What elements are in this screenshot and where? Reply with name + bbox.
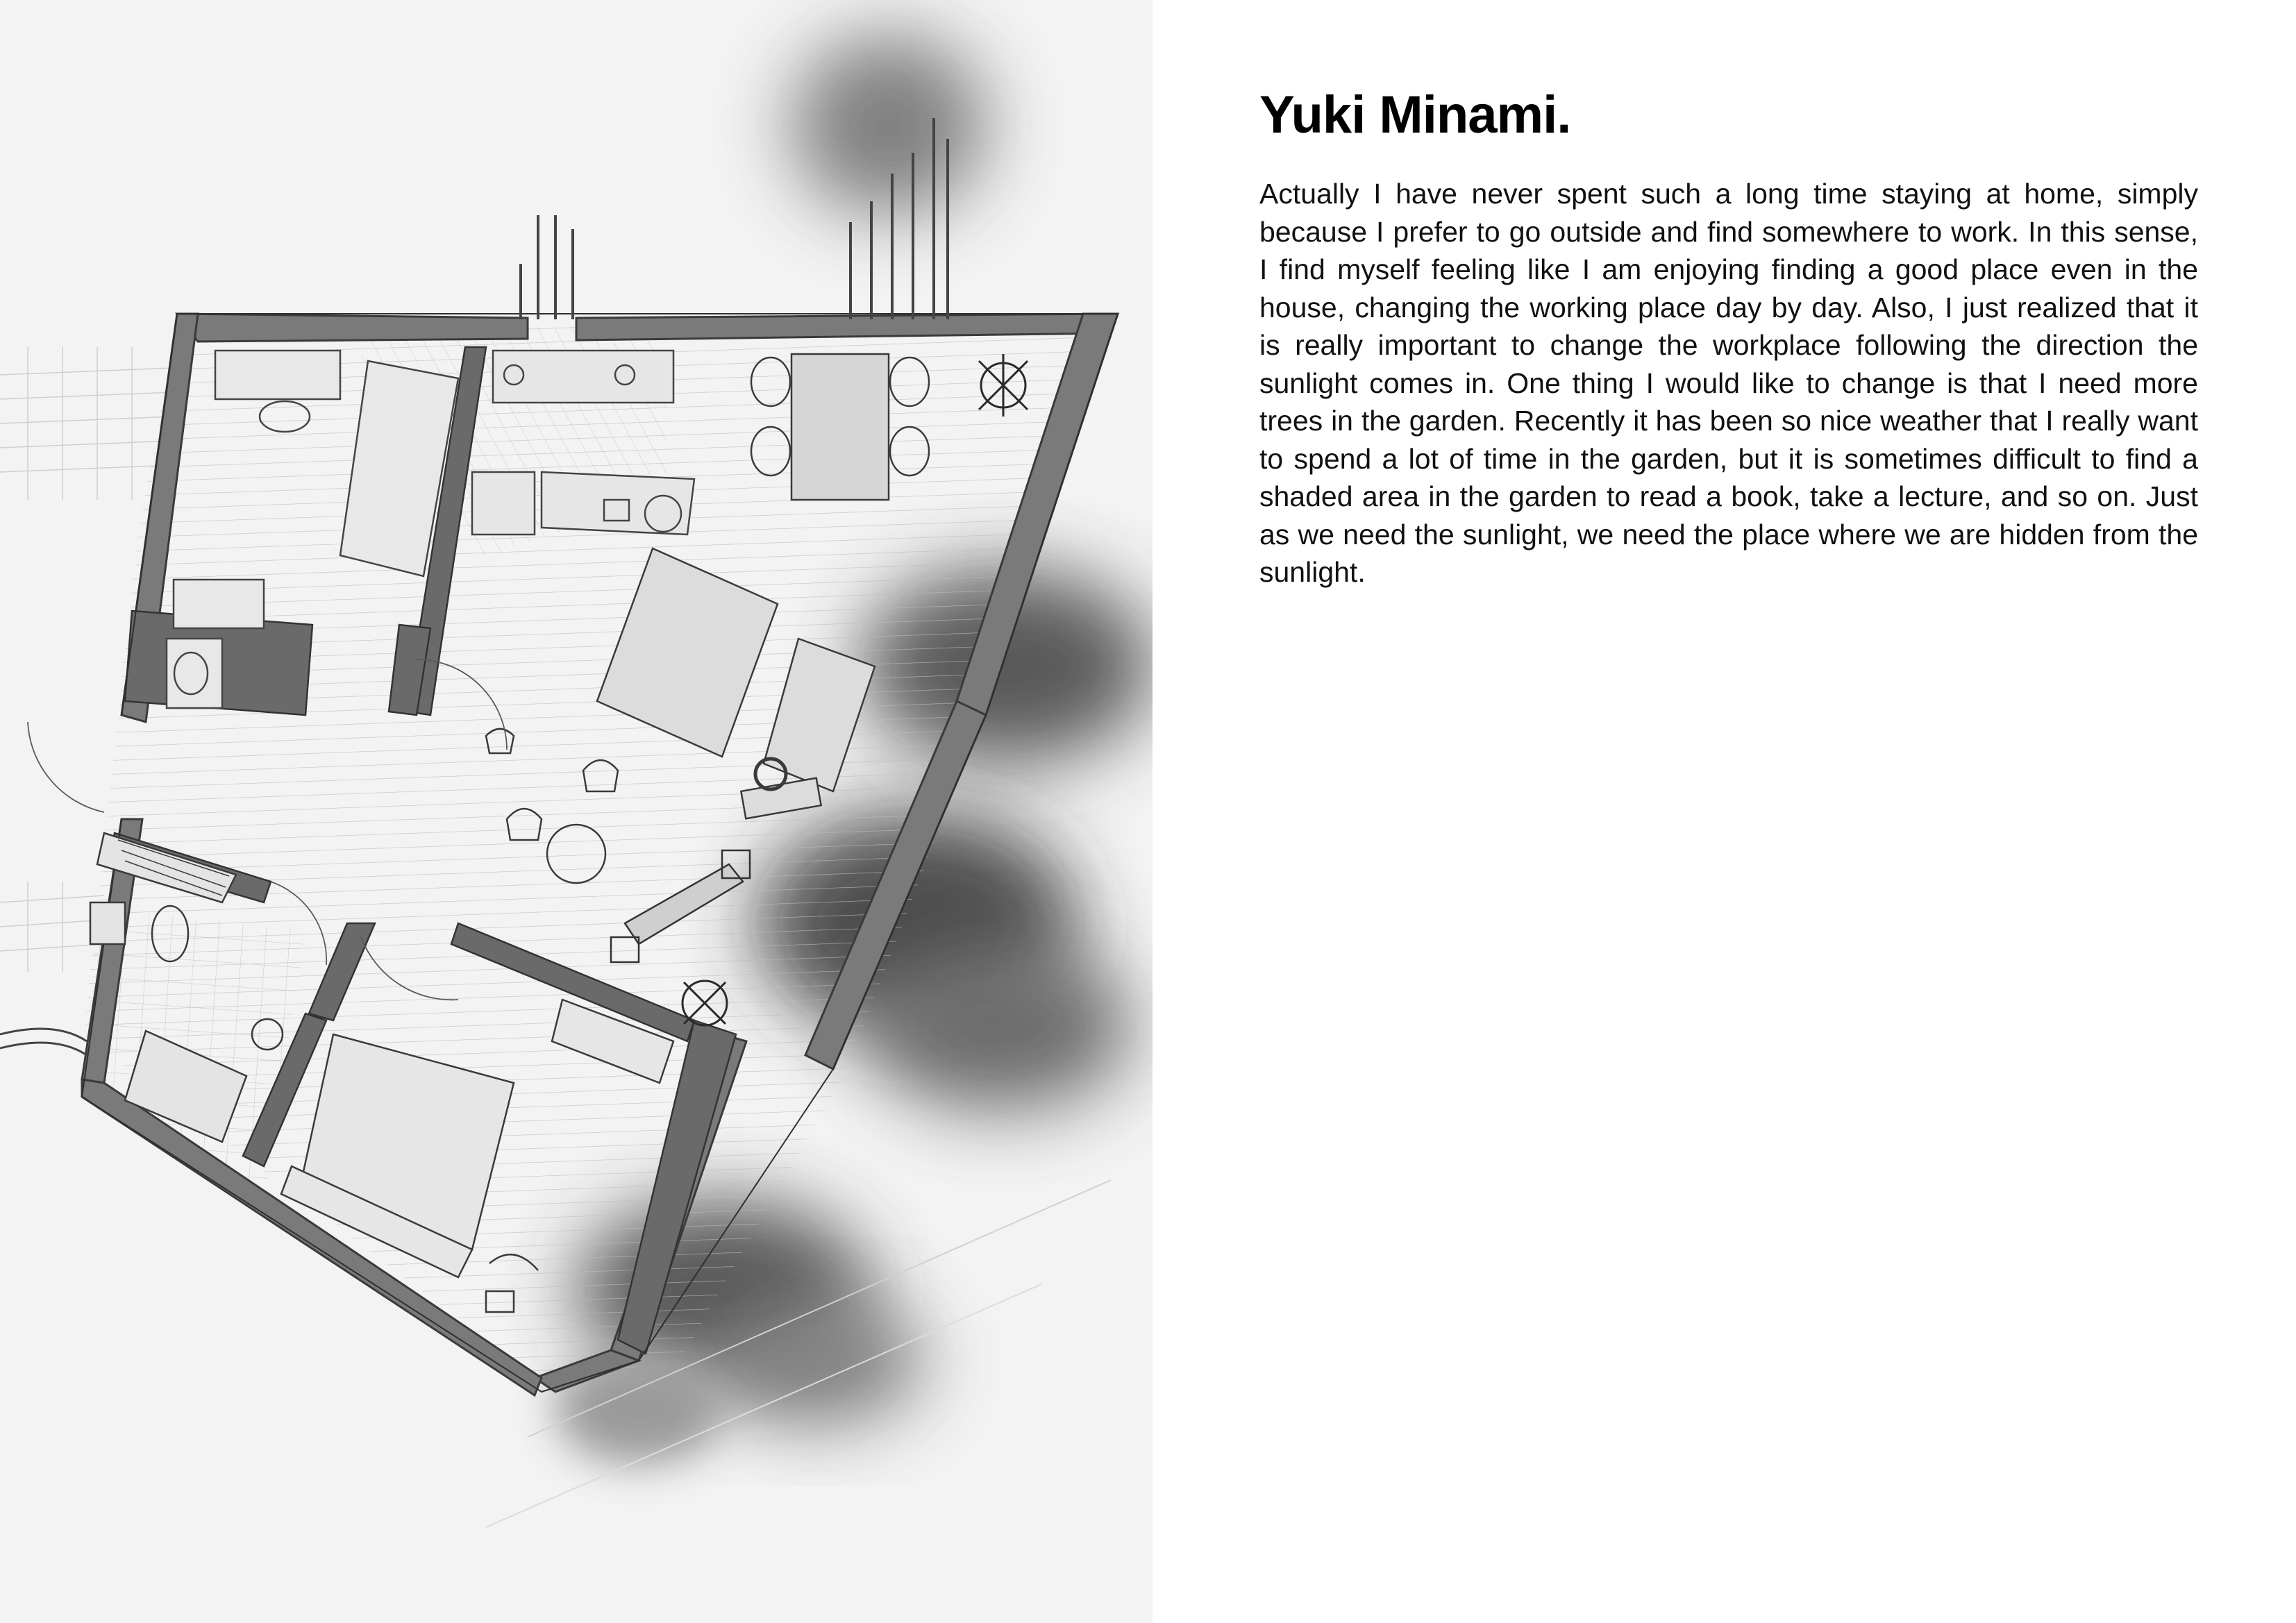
article <box>1259 82 2198 591</box>
article-body: Actually I have never spent such a long time staying at home, simply because I prefer to go outside and find somewhere to work. In this sense, I find myself feeling like I am enjoying finding a good place even in the house, changing the working place day by day. Also, I just realized that it is really important to change the workplace following the direction the sunlight comes in. One thing I would like to change is that I need more trees in the garden. Recently it has been so nice weather that I really want to spend a lot of time in the garden, but it is sometimes difficult to find a shaded area in the garden to read a book, take a lecture, and so on. Just as we need the sunlight, we need the place where we are hidden from the sunlight. <box>1259 178 2198 588</box>
page-title: Yuki Minami. <box>1259 85 1571 144</box>
